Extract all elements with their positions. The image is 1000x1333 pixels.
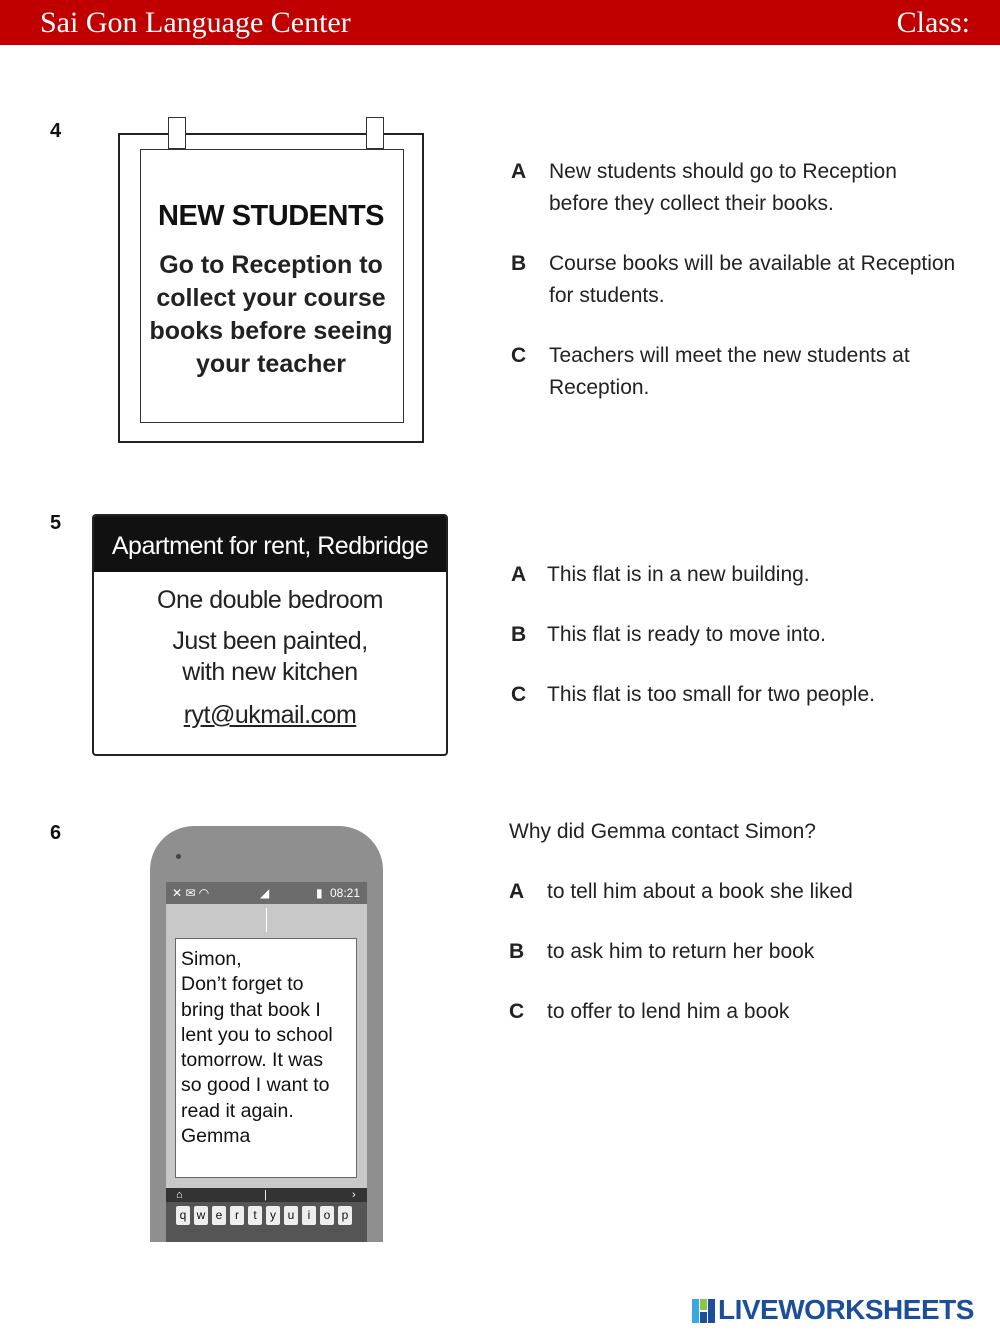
message-line: read it again. (181, 1099, 294, 1122)
phone-nav-bar (166, 1188, 367, 1202)
ad-line: Just been painted, (172, 627, 368, 655)
option-text: before they collect their books. (549, 192, 834, 215)
notice-line: your teacher (195, 350, 347, 378)
q6-option-c[interactable] (509, 996, 979, 1028)
message-line: tomorrow. It was (181, 1049, 323, 1072)
home-icon: ⌂ (176, 1189, 183, 1201)
message-box (175, 938, 357, 1178)
camera-icon (176, 854, 181, 859)
header-bar (0, 0, 1000, 45)
key: y (266, 1206, 280, 1225)
option-text: for students. (549, 284, 665, 307)
q5-option-a[interactable] (511, 559, 981, 591)
key: p (338, 1206, 352, 1225)
logo-icon (692, 1299, 716, 1323)
key: o (320, 1206, 334, 1225)
chevron-right-icon: › (352, 1189, 356, 1201)
tape-right (366, 117, 384, 149)
notice-body (120, 249, 422, 381)
key: u (284, 1206, 298, 1225)
ad-heading: Apartment for rent, Redbridge (94, 516, 446, 572)
liveworksheets-logo (692, 1294, 974, 1326)
phone-screen (166, 904, 367, 1188)
notice-line: collect your course (156, 284, 386, 312)
option-letter: C (511, 344, 527, 367)
message-text (181, 947, 357, 1149)
option-letter: B (511, 623, 527, 646)
key: w (194, 1206, 208, 1225)
message-line: Gemma (181, 1125, 251, 1148)
message-line: so good I want to (181, 1074, 330, 1097)
notice-sign (118, 133, 424, 443)
q4-option-b[interactable] (511, 248, 981, 312)
question-number-6: 6 (50, 822, 62, 844)
key: i (302, 1206, 316, 1225)
q5-option-b[interactable] (511, 619, 981, 651)
option-text: Teachers will meet the new students at (549, 344, 910, 367)
key: e (212, 1206, 226, 1225)
option-text: This flat is ready to move into. (547, 623, 826, 646)
option-letter: C (509, 1000, 525, 1023)
status-icons: ✕ ✉ ◠ (172, 886, 210, 900)
option-letter: B (511, 252, 527, 275)
message-line: lent you to school (181, 1023, 333, 1046)
notice-line: Go to Reception to (159, 251, 383, 279)
key: q (176, 1206, 190, 1225)
option-letter: B (509, 940, 525, 963)
logo-text: LIVEWORKSHEETS (718, 1294, 974, 1325)
center-title: Sai Gon Language Center (40, 6, 351, 39)
key: t (248, 1206, 262, 1225)
notice-line: books before seeing (149, 317, 393, 345)
ad-line: One double bedroom (157, 586, 383, 614)
signal-icon: ◢ (260, 886, 270, 900)
phone-illustration (150, 826, 383, 1286)
q6-question: Why did Gemma contact Simon? (509, 820, 816, 843)
q5-option-c[interactable] (511, 679, 981, 711)
phone-time: 08:21 (330, 886, 361, 900)
text-cursor (266, 908, 267, 932)
tape-left (168, 117, 186, 149)
phone-status-bar (166, 882, 367, 904)
divider-icon: | (264, 1189, 267, 1201)
option-text: New students should go to Reception (549, 160, 897, 183)
battery-icon: ▮ (316, 886, 323, 900)
option-text: Course books will be available at Reception (549, 252, 956, 275)
q6-option-a[interactable] (509, 876, 979, 908)
option-text: to tell him about a book she liked (547, 880, 853, 903)
notice-title: NEW STUDENTS (158, 200, 384, 232)
option-letter: C (511, 683, 527, 706)
class-label: Class: (896, 6, 970, 39)
q4-option-a[interactable] (511, 156, 981, 220)
q6-option-b[interactable] (509, 936, 979, 968)
option-letter: A (511, 563, 527, 586)
option-letter: A (511, 160, 527, 183)
option-text: Reception. (549, 376, 650, 399)
option-letter: A (509, 880, 525, 903)
key: r (230, 1206, 244, 1225)
ad-email: ryt@ukmail.com (183, 701, 357, 729)
question-number-4: 4 (50, 120, 62, 142)
option-text: to ask him to return her book (547, 940, 815, 963)
question-number-5: 5 (50, 512, 62, 534)
option-text: This flat is too small for two people. (547, 683, 875, 706)
apartment-ad (92, 514, 448, 756)
q4-option-c[interactable] (511, 340, 981, 404)
message-line: bring that book I (181, 998, 321, 1021)
option-text: to offer to lend him a book (547, 1000, 790, 1023)
message-line: Don’t forget to (181, 973, 304, 996)
message-line: Simon, (181, 948, 242, 970)
ad-line: with new kitchen (182, 658, 358, 686)
option-text: This flat is in a new building. (547, 563, 810, 586)
